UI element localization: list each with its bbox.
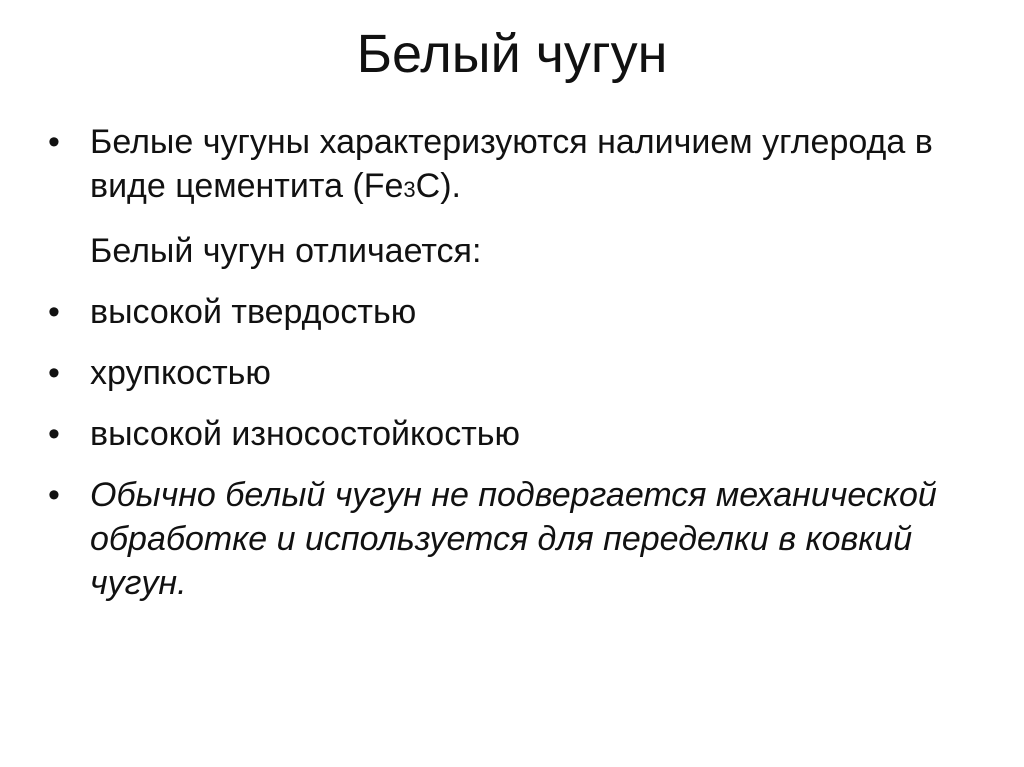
intro-text — [90, 123, 933, 205]
sub-heading-text: Белый чугун отличается: — [90, 232, 482, 270]
intro-subscript: 3 — [403, 177, 416, 202]
property-text: хрупкостью — [90, 354, 271, 392]
property-text: высокой твердостью — [90, 293, 417, 331]
intro-text-end: C). — [415, 167, 461, 205]
bullet-icon: • — [48, 354, 60, 392]
bullet-note — [48, 473, 968, 605]
bullet-icon: • — [48, 123, 60, 161]
slide-body — [48, 120, 968, 605]
intro-text-start: Белые чугуны характеризуются наличием углерода в виде цементита (Fe — [90, 123, 933, 205]
bullet-property-2 — [48, 351, 968, 395]
bullet-icon: • — [48, 415, 60, 453]
bullet-intro — [48, 120, 968, 212]
sub-heading — [48, 229, 968, 273]
bullet-property-3 — [48, 412, 968, 456]
bullet-property-1 — [48, 290, 968, 334]
note-text: Обычно белый чугун не подвергается механической обработке и используется для переделки в ковкий чугун. — [90, 476, 937, 602]
bullet-icon: • — [48, 293, 60, 331]
slide-title: Белый чугун — [356, 24, 668, 84]
bullet-icon: • — [48, 476, 60, 514]
property-text: высокой износостойкостью — [90, 415, 520, 453]
